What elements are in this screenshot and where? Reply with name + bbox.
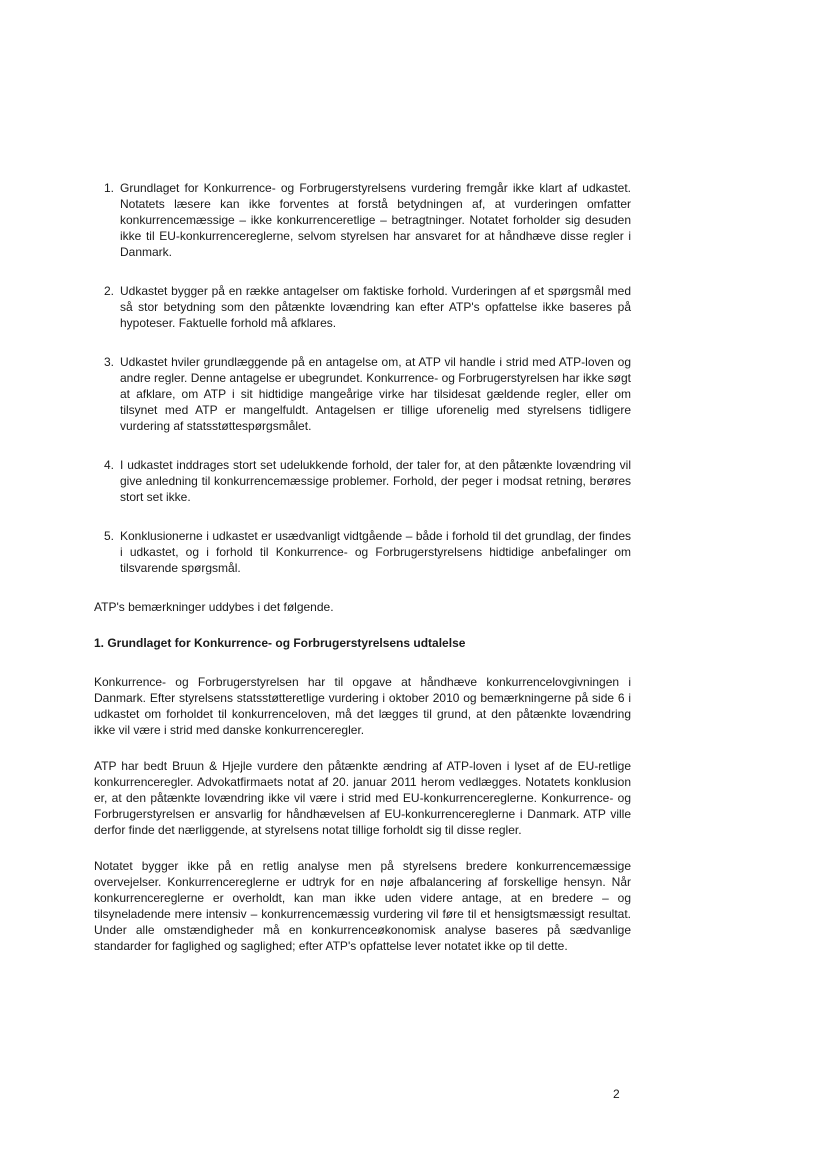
intro-closing-text: ATP's bemærkninger uddybes i det følgende. bbox=[94, 600, 334, 614]
page-content bbox=[94, 180, 631, 974]
section-paragraph: Notatet bygger ikke på en retlig analyse men på styrelsens bredere konkurrencemæssige overvejelser. Konkurrencereglerne er udtryk for en nøje afbalancering af forskellige hensyn. Når konkurrencereglerne er overholdt, kan man ikke uden videre antage, at en bredere – og tilsyneladende mere intensiv – konkurrencemæssig vurdering vil føre til et hensigtsmæssigt resultat. Under alle omstændigheder må en konkurrenceøkonomisk analyse baseres på sædvanlige standarder for faglighed og saglighed; efter ATP's opfattelse lever notatet ikke op til dette. bbox=[94, 859, 631, 953]
list-item bbox=[94, 283, 631, 331]
summary-points-list bbox=[94, 180, 631, 576]
section-paragraph: Konkurrence- og Forbrugerstyrelsen har til opgave at håndhæve konkurrencelovgivningen i Danmark. Efter styrelsens statsstøtteretlige vurdering i oktober 2010 og bemærkningerne på side 6 i udkastet om forholdet til konkurrenceloven, må det lægges til grund, at den påtænkte lovændring ikke vil være i strid med danske konkurrenceregler. bbox=[94, 675, 631, 737]
list-item-text: Grundlaget for Konkurrence- og Forbrugerstyrelsens vurdering fremgår ikke klart af udkastet. Notatets læsere kan ikke forventes at forstå betydningen af, at vurderingen omfatter konkurrencemæssige – ikke konkurrenceretlige – betragtninger. Notatet forholder sig desuden ikke til EU-konkurrencereglerne, selvom styrelsen har ansvaret for at håndhæve disse regler i Danmark. bbox=[120, 181, 631, 259]
list-item bbox=[94, 354, 631, 434]
list-item-number: 3. bbox=[104, 355, 115, 369]
section-paragraph: ATP har bedt Bruun & Hjejle vurdere den påtænkte ændring af ATP-loven i lyset af de EU-retlige konkurrenceregler. Advokatfirmaets notat af 20. januar 2011 herom vedlægges. Notatets konklusion er, at den påtænkte lovændring ikke vil være i strid med EU-konkurrencereglerne. Konkurrence- og Forbrugerstyrelsen er ansvarlig for håndhævelsen af EU-konkurrencereglerne i Danmark. ATP ville derfor finde det nærliggende, at styrelsens notat tillige forholdt sig til disse regler. bbox=[94, 759, 631, 837]
list-item-text: Udkastet hviler grundlæggende på en antagelse om, at ATP vil handle i strid med ATP-loven og andre regler. Denne antagelse er ubegrundet. Konkurrence- og Forbrugerstyrelsen har ikke søgt at afklare, om ATP i sit hidtidige mangeårige virke har tilsidesat gældende regler, eller om tilsynet med ATP er mangelfuldt. Antagelsen er tillige uforenelig med styrelsens tidligere vurdering af statsstøttespørgsmålet. bbox=[120, 355, 631, 433]
list-item-text: Konklusionerne i udkastet er usædvanligt vidtgående – både i forhold til det grundlag, der findes i udkastet, og i forhold til Konkurrence- og Forbrugerstyrelsens hidtidige anbefalinger om tilsvarende spørgsmål. bbox=[120, 529, 631, 575]
list-item bbox=[94, 180, 631, 260]
list-item bbox=[94, 528, 631, 576]
list-item-number: 5. bbox=[104, 529, 115, 543]
list-item-text: I udkastet inddrages stort set udelukkende forhold, der taler for, at den påtænkte lovændring vil give anledning til konkurrencemæssige problemer. Forhold, der peger i modsat retning, berøres stort set ikke. bbox=[120, 458, 631, 504]
list-item-text: Udkastet bygger på en række antagelser om faktiske forhold. Vurderingen af et spørgsmål med så stor betydning som den påtænkte lovændring kan efter ATP's opfattelse ikke baseres på hypoteser. Faktuelle forhold må afklares. bbox=[120, 284, 631, 330]
list-item bbox=[94, 457, 631, 505]
page-number: 2 bbox=[613, 1087, 620, 1101]
list-item-number: 1. bbox=[104, 181, 115, 195]
section-heading: 1. Grundlaget for Konkurrence- og Forbrugerstyrelsens udtalelse bbox=[94, 636, 466, 650]
list-item-number: 4. bbox=[104, 458, 115, 472]
list-item-number: 2. bbox=[104, 284, 115, 298]
